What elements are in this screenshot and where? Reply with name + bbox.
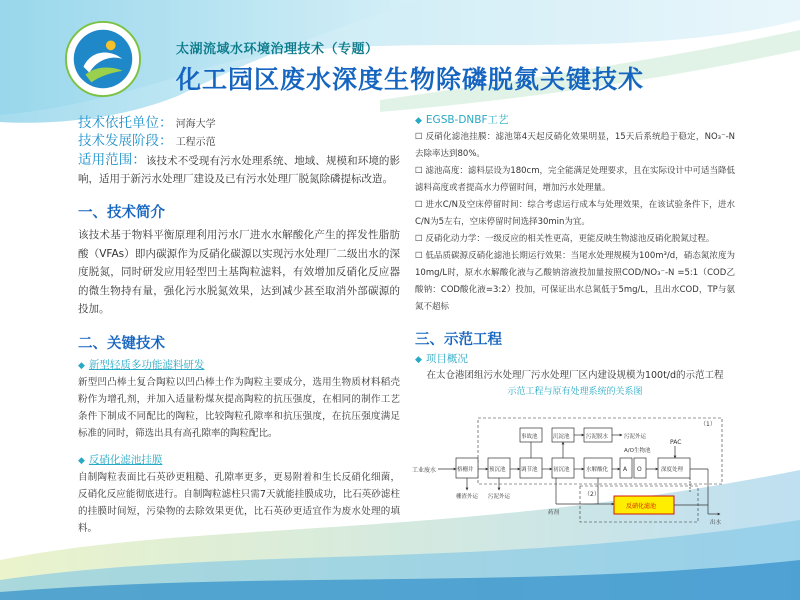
node-reg-label: 调节池: [521, 467, 538, 473]
key-tech-sub2: [78, 452, 400, 469]
meta-scope-text: 该技术不受现有污水处理系统、地域、规模和环境的影响，适用于新污水处理厂建设及已有污水处理厂脱氮除磷提标改造。: [78, 155, 401, 185]
node-acid-label: 水解酸化: [586, 467, 609, 473]
node-deep-label: 深度处理: [661, 467, 684, 473]
meta-stage-label: 技术发展阶段：: [78, 133, 173, 149]
right-column: [415, 112, 735, 400]
egsb-item: ☐ 低品质碳源反硝化滤池长期运行效果：当尾水处理规模为100m³/d，硝态氮浓度为10mg/L时，原水水解酸化液与乙酸钠溶液投加量按照COD/NO₃⁻-N =5:1（COD乙酸钠：COD酸化液=3:2）投加，可保证出水总氮低于5mg/L，且出水COD，TP与氨氮不超标: [415, 251, 735, 312]
node-eff-label: 出水: [710, 520, 722, 526]
meta-scope-label: 适用范围：: [78, 152, 146, 168]
node-psl-label: 污泥外运: [488, 494, 511, 500]
intro-text: 该技术基于物料平衡原理利用污水厂进水水解酸化产生的挥发性脂肪酸（VFAs）即内碳源作为反硝化碳源以实现污水处理厂二级出水的深度脱氮，同时研发应用轻型凹土基陶粒滤料，有效增加反硝化反应器的微生物持有量，强化污水脱氮效果，达到减少甚至取消外部碳源的投加。: [78, 229, 400, 315]
node-prim-label: 事故池: [521, 434, 538, 440]
left-column: [78, 115, 400, 537]
diamond-icon: ◆: [78, 360, 85, 371]
demo-heading: [415, 351, 735, 368]
egsb-item: ☐ 反硝化动力学：一级反应的相关性更高，更能反映生物滤池反硝化脱氮过程。: [415, 234, 715, 244]
egsb-item: ☐ 进水C/N及空床停留时间：综合考虑运行成本与处理效果，在该试验条件下，进水C/N为5左右，空床停留时间选择30min为宜。: [415, 200, 735, 227]
meta-scope: [78, 151, 400, 188]
demo-text: 在太仓港团组污水处理厂污水处理厂区内建设规模为100t/d的示范工程: [426, 370, 724, 381]
key-tech-sub1: [78, 357, 400, 374]
demo-title: 三、示范工程: [415, 332, 502, 348]
page-title: 化工园区废水深度生物除磷脱氮关键技术: [176, 65, 645, 94]
meta-unit-value: 河海大学: [175, 119, 216, 130]
egsb-item: ☐ 滤池高度：滤料层设为180cm，完全能满足处理要求，且在实际设计中可适当降低滤料高度或者提高水力停留时间，增加污水处理量。: [415, 166, 736, 193]
node-sec-label: 沉淀池: [553, 434, 570, 440]
header-subtitle: 太湖流域水环境治理技术（专题）: [176, 42, 379, 57]
diagram-label-2: （2）: [584, 491, 600, 498]
meta-unit: [78, 115, 400, 133]
node-pac-label: PAC: [670, 439, 682, 446]
diagram-influent: 工业废水: [412, 467, 437, 474]
meta-stage-value: 工程示范: [175, 137, 216, 148]
process-flow-diagram: [408, 414, 730, 526]
node-hyd-label: 初沉池: [553, 467, 570, 473]
node-ao-label: A/O生物池: [624, 448, 651, 454]
diamond-icon: ◆: [415, 355, 422, 365]
key-tech-sub2-title: 反硝化滤池挂膜: [88, 453, 163, 466]
node-ssl-label: 栅渣外运: [456, 494, 479, 500]
egsb-title: EGSB-DNBF工艺: [425, 114, 509, 126]
node-a-label: A: [623, 466, 628, 473]
diagram-label-1: （1）: [700, 421, 716, 428]
node-den-label: 反硝化滤池: [626, 503, 657, 510]
node-pre-label: 预沉池: [489, 467, 506, 473]
meta-unit-label: 技术依托单位：: [78, 115, 173, 131]
node-o-label: O: [637, 466, 642, 473]
intro-title: 一、技术简介: [78, 205, 165, 221]
key-tech-title: 二、关键技术: [78, 335, 165, 352]
logo-emblem: [64, 20, 142, 98]
key-tech-sub1-text: 新型凹凸棒土复合陶粒以凹凸棒土作为陶粒主要成分，选用生物质材料稻壳粉作为增孔剂，并加入适量粉煤灰提高陶粒的抗压强度，在相同的制作工艺条件下制成不同配比的陶粒，比较陶粒孔隙率和抗压强度，在抗压强度满足标准的同时，筛选出具有高孔隙率的陶粒配比。: [78, 376, 400, 439]
node-grille-label: 格栅井: [457, 467, 474, 473]
meta-stage: [78, 133, 400, 151]
egsb-item: ☐ 反硝化滤池挂膜：滤池第4天起反硝化效果明显，15天后系统趋于稳定，NO₃⁻-N去除率达到80%。: [415, 132, 735, 159]
node-chem-label: 药剂: [548, 510, 560, 516]
node-flow-label: 污泥脱水: [586, 434, 609, 440]
demo-sub-title: 项目概况: [425, 353, 468, 365]
diamond-icon: ◆: [415, 116, 422, 126]
key-tech-sub2-text: 自制陶粒表面比石英砂更粗糙、孔隙率更多，更易附着和生长反硝化细菌，反硝化反应能彻底进行。自制陶粒滤柱只需7天就能挂膜成功，比石英砂滤柱的挂膜时间短，污染物的去除效果更优，比石英砂更适宜作为废水处理的填料。: [78, 471, 400, 534]
demo-caption: 示范工程与原有处理系统的关系图: [507, 387, 643, 397]
diamond-icon: ◆: [78, 455, 85, 466]
egsb-heading: [415, 112, 735, 129]
key-tech-sub1-title: 新型轻质多功能滤料研发: [88, 358, 205, 371]
node-sludge-out-label: 污泥外运: [624, 434, 647, 440]
